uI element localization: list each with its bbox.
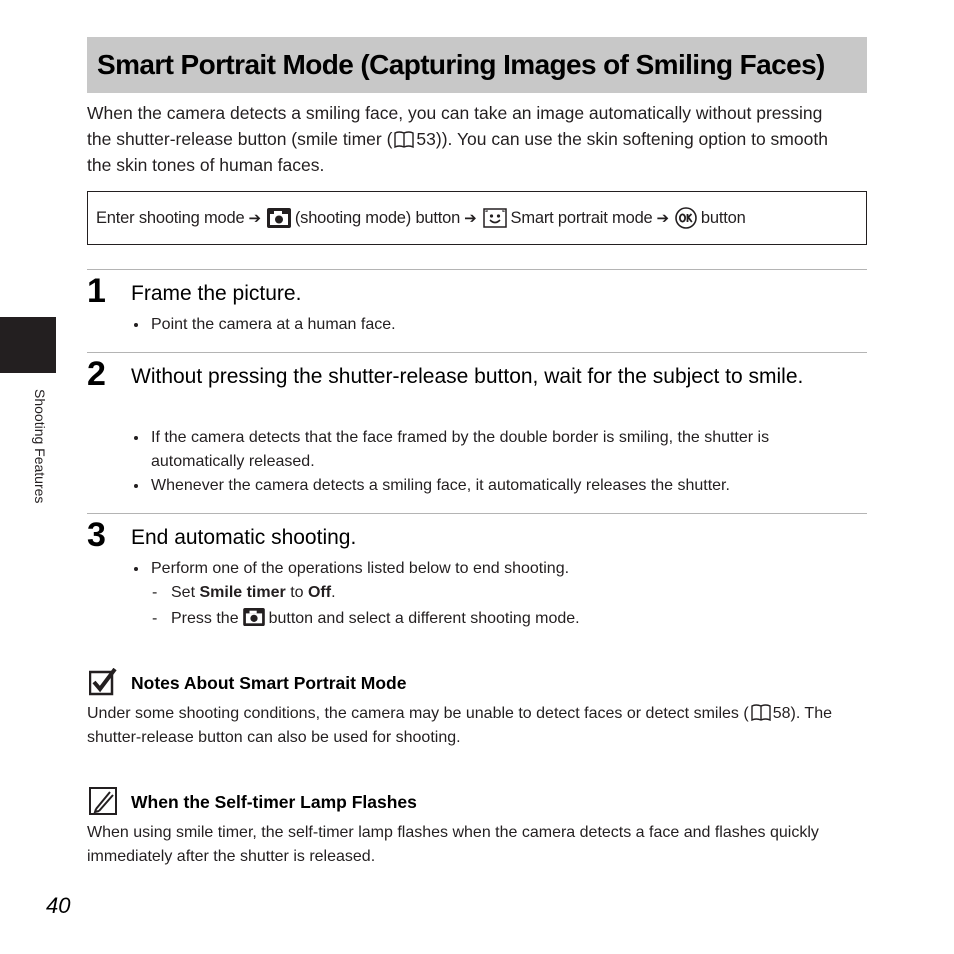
chapter-label-text: Shooting Features bbox=[32, 389, 48, 504]
intro-text-2: )). You can use the skin softening option to smooth the skin tones of human faces. bbox=[87, 129, 828, 175]
intro-paragraph bbox=[87, 100, 847, 178]
bullet-item: Perform one of the operations listed below to end shooting. bbox=[134, 557, 849, 581]
camera-icon bbox=[243, 608, 265, 626]
note-text: ). The shutter-release button can also be used for shooting. bbox=[87, 705, 832, 746]
camera-icon bbox=[267, 208, 291, 228]
page-number: 40 bbox=[46, 893, 71, 918]
sub-text: . bbox=[331, 584, 336, 601]
step-title: Frame the picture. bbox=[131, 282, 302, 305]
bullet-item: Whenever the camera detects a smiling face, it automatically releases the shutter. bbox=[134, 474, 849, 498]
path-step-ok-button: button bbox=[700, 208, 746, 227]
divider bbox=[87, 352, 867, 353]
divider bbox=[87, 269, 867, 270]
sub-item-smile-timer-off bbox=[152, 581, 336, 605]
sub-text: to bbox=[290, 584, 304, 601]
step-number: 2 bbox=[87, 355, 106, 393]
step-number: 1 bbox=[87, 272, 106, 310]
pencil-note-icon bbox=[89, 787, 117, 815]
note-heading: Notes About Smart Portrait Mode bbox=[131, 673, 407, 693]
bullet-item: If the camera detects that the face framed by the double border is smiling, the shutter is automatically released. bbox=[134, 426, 849, 474]
intro-text-1: When the camera detects a smiling face, you can take an image automatically without pressing the shutter-release button (smile timer ( bbox=[87, 103, 823, 149]
step-number: 3 bbox=[87, 516, 106, 554]
path-step-shooting-mode-button: (shooting mode) button bbox=[294, 208, 461, 227]
navigation-path-box bbox=[87, 191, 867, 245]
title-bar bbox=[87, 37, 867, 93]
divider bbox=[87, 513, 867, 514]
step-title: Without pressing the shutter-release button, wait for the subject to smile. bbox=[131, 365, 804, 388]
check-note-icon bbox=[89, 668, 117, 696]
intro-ref-page[interactable]: 53 bbox=[416, 129, 436, 149]
book-reference-icon bbox=[751, 704, 771, 721]
sub-text: Set bbox=[171, 584, 196, 601]
sub-item-press-camera-button bbox=[152, 607, 580, 631]
note-body: When using smile timer, the self-timer lamp flashes when the camera detects a face and flashes quickly immediately after the shutter is released. bbox=[87, 824, 819, 865]
page-title: Smart Portrait Mode (Capturing Images of Smiling Faces) bbox=[97, 49, 825, 80]
note-text: Under some shooting conditions, the camera may be unable to detect faces or detect smiles ( bbox=[87, 705, 749, 722]
setting-smile-timer: Smile timer bbox=[199, 584, 286, 601]
arrow-icon: ➔ bbox=[464, 210, 477, 227]
chapter-tab bbox=[0, 317, 56, 373]
note-body bbox=[87, 702, 847, 750]
note-ref-page[interactable]: 58 bbox=[772, 705, 791, 722]
step-title: End automatic shooting. bbox=[131, 526, 357, 549]
book-reference-icon bbox=[394, 131, 414, 148]
path-step-smart-portrait: Smart portrait mode bbox=[510, 208, 653, 227]
sub-text: Press the bbox=[171, 610, 239, 627]
smart-portrait-icon bbox=[483, 208, 507, 228]
chapter-label bbox=[30, 389, 50, 549]
ok-button-icon bbox=[675, 207, 697, 229]
arrow-icon: ➔ bbox=[656, 210, 669, 227]
bullet-item: Point the camera at a human face. bbox=[134, 313, 849, 337]
note-heading: When the Self-timer Lamp Flashes bbox=[131, 792, 417, 812]
path-step-enter-shooting: Enter shooting mode bbox=[96, 208, 245, 227]
setting-off: Off bbox=[307, 584, 332, 601]
arrow-icon: ➔ bbox=[248, 210, 261, 227]
sub-text: button and select a different shooting mode. bbox=[268, 610, 580, 627]
